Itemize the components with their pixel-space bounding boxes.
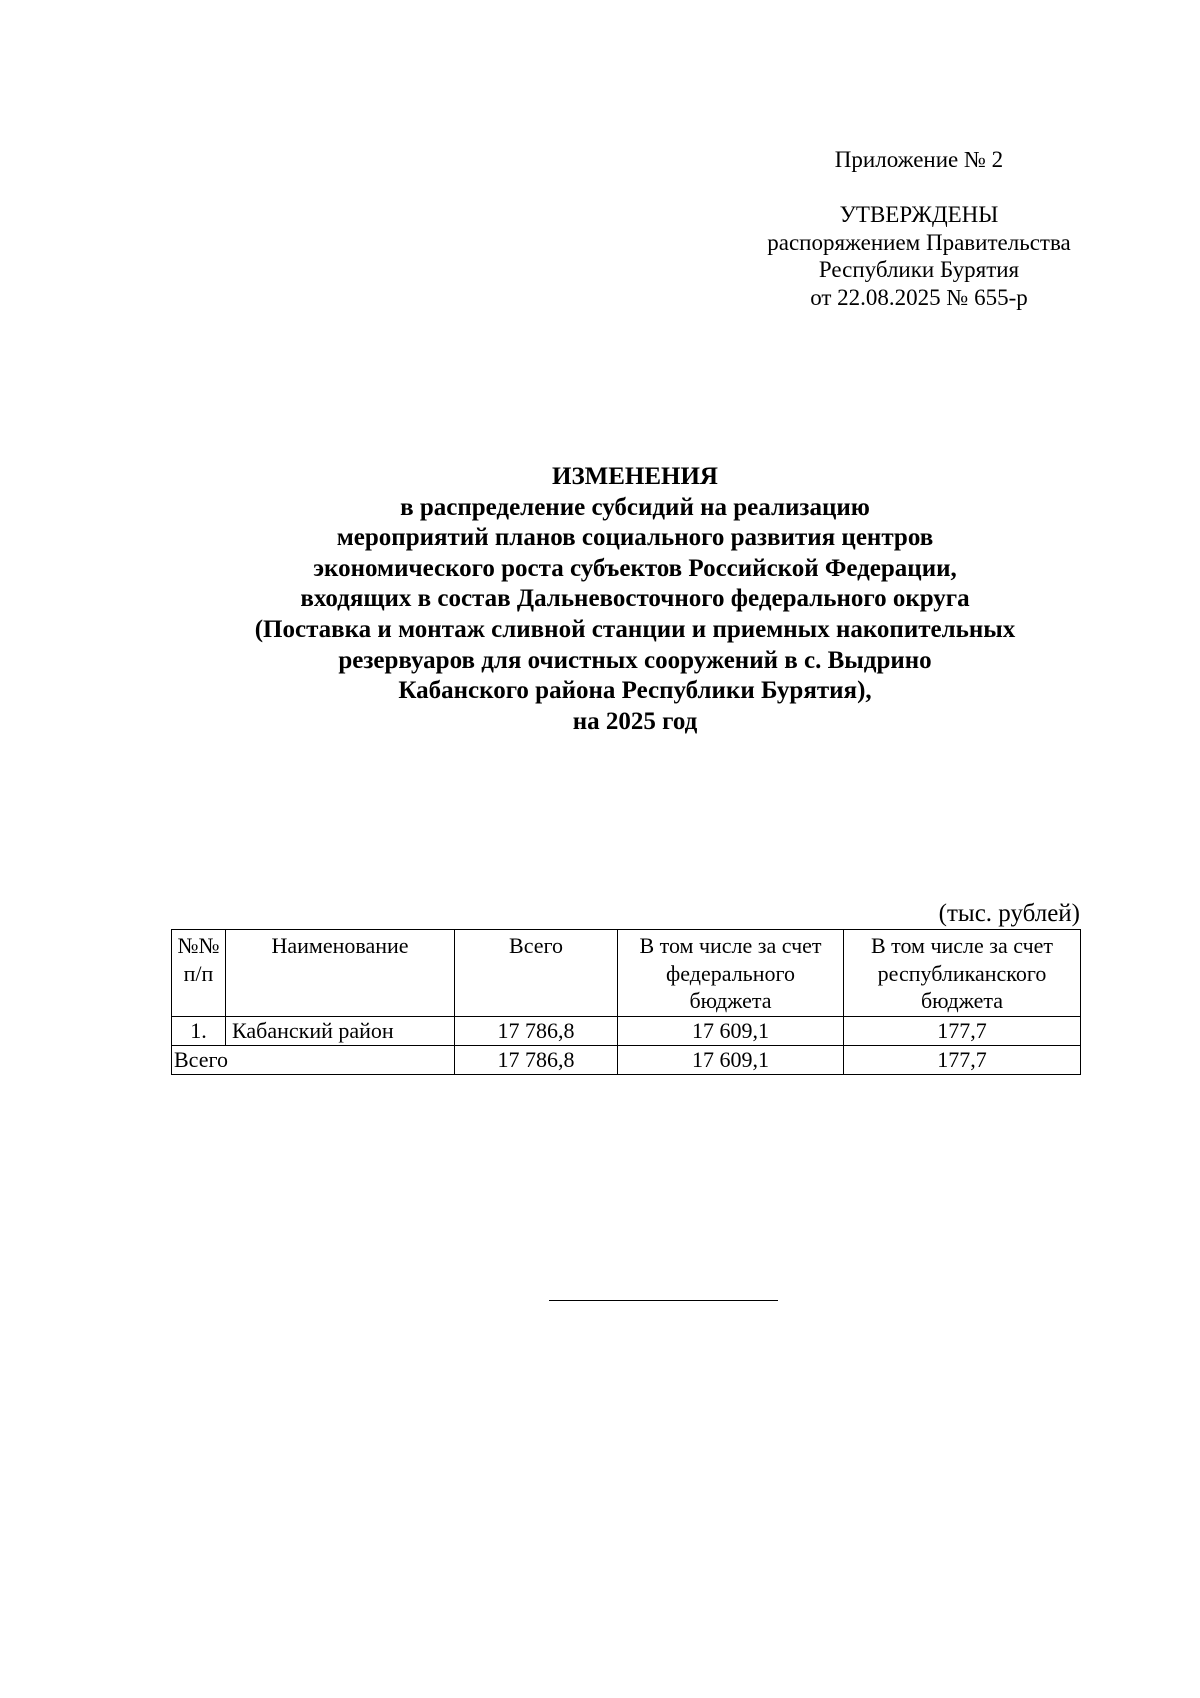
- table-row: [172, 1016, 1081, 1045]
- cell-num: 1.: [172, 1016, 226, 1045]
- approved-line-decree: распоряжением Правительства: [767, 229, 1071, 255]
- appendix-label: Приложение № 2: [834, 147, 1004, 172]
- title-line: мероприятий планов социального развития центров: [336, 524, 934, 552]
- total-republic: 177,7: [844, 1045, 1081, 1074]
- closing-divider: [549, 1300, 778, 1301]
- cell-federal: 17 609,1: [618, 1016, 844, 1045]
- total-label: Всего: [172, 1045, 455, 1074]
- title-line: экономического роста субъектов Российской Федерации,: [313, 554, 957, 582]
- title-line: на 2025 год: [572, 707, 698, 735]
- total-federal: 17 609,1: [618, 1045, 844, 1074]
- units-label: (тыс. рублей): [938, 900, 1080, 927]
- header-federal: В том числе за счет федерального бюджета: [618, 930, 844, 1017]
- title-line: Кабанского района Республики Бурятия),: [398, 677, 872, 705]
- approved-line-republic: Республики Бурятия: [818, 257, 1020, 282]
- table-total-row: [172, 1045, 1081, 1074]
- document-title: [120, 462, 1150, 737]
- cell-republic: 177,7: [844, 1016, 1081, 1045]
- approved-title: УТВЕРЖДЕНЫ: [839, 202, 999, 227]
- header-total: Всего: [455, 930, 618, 1017]
- header-num: №№ п/п: [172, 930, 226, 1017]
- title-heading: ИЗМЕНЕНИЯ: [552, 463, 718, 490]
- title-line: в распределение субсидий на реализацию: [400, 493, 870, 521]
- subsidy-table: [171, 929, 1081, 1075]
- header-name: Наименование: [226, 930, 455, 1017]
- approved-line-date: от 22.08.2025 № 655-р: [810, 284, 1028, 310]
- title-line: резервуаров для очистных сооружений в с. Выдрино: [338, 646, 932, 674]
- title-line: входящих в состав Дальневосточного федерального округа: [300, 585, 970, 613]
- table-header-row: [172, 930, 1081, 1017]
- title-line: (Поставка и монтаж сливной станции и приемных накопительных: [254, 615, 1016, 643]
- header-republic: В том числе за счет республиканского бюджета: [844, 930, 1081, 1017]
- approval-block: [729, 201, 1109, 311]
- total-sum: 17 786,8: [455, 1045, 618, 1074]
- cell-total: 17 786,8: [455, 1016, 618, 1045]
- cell-name: Кабанский район: [226, 1016, 455, 1045]
